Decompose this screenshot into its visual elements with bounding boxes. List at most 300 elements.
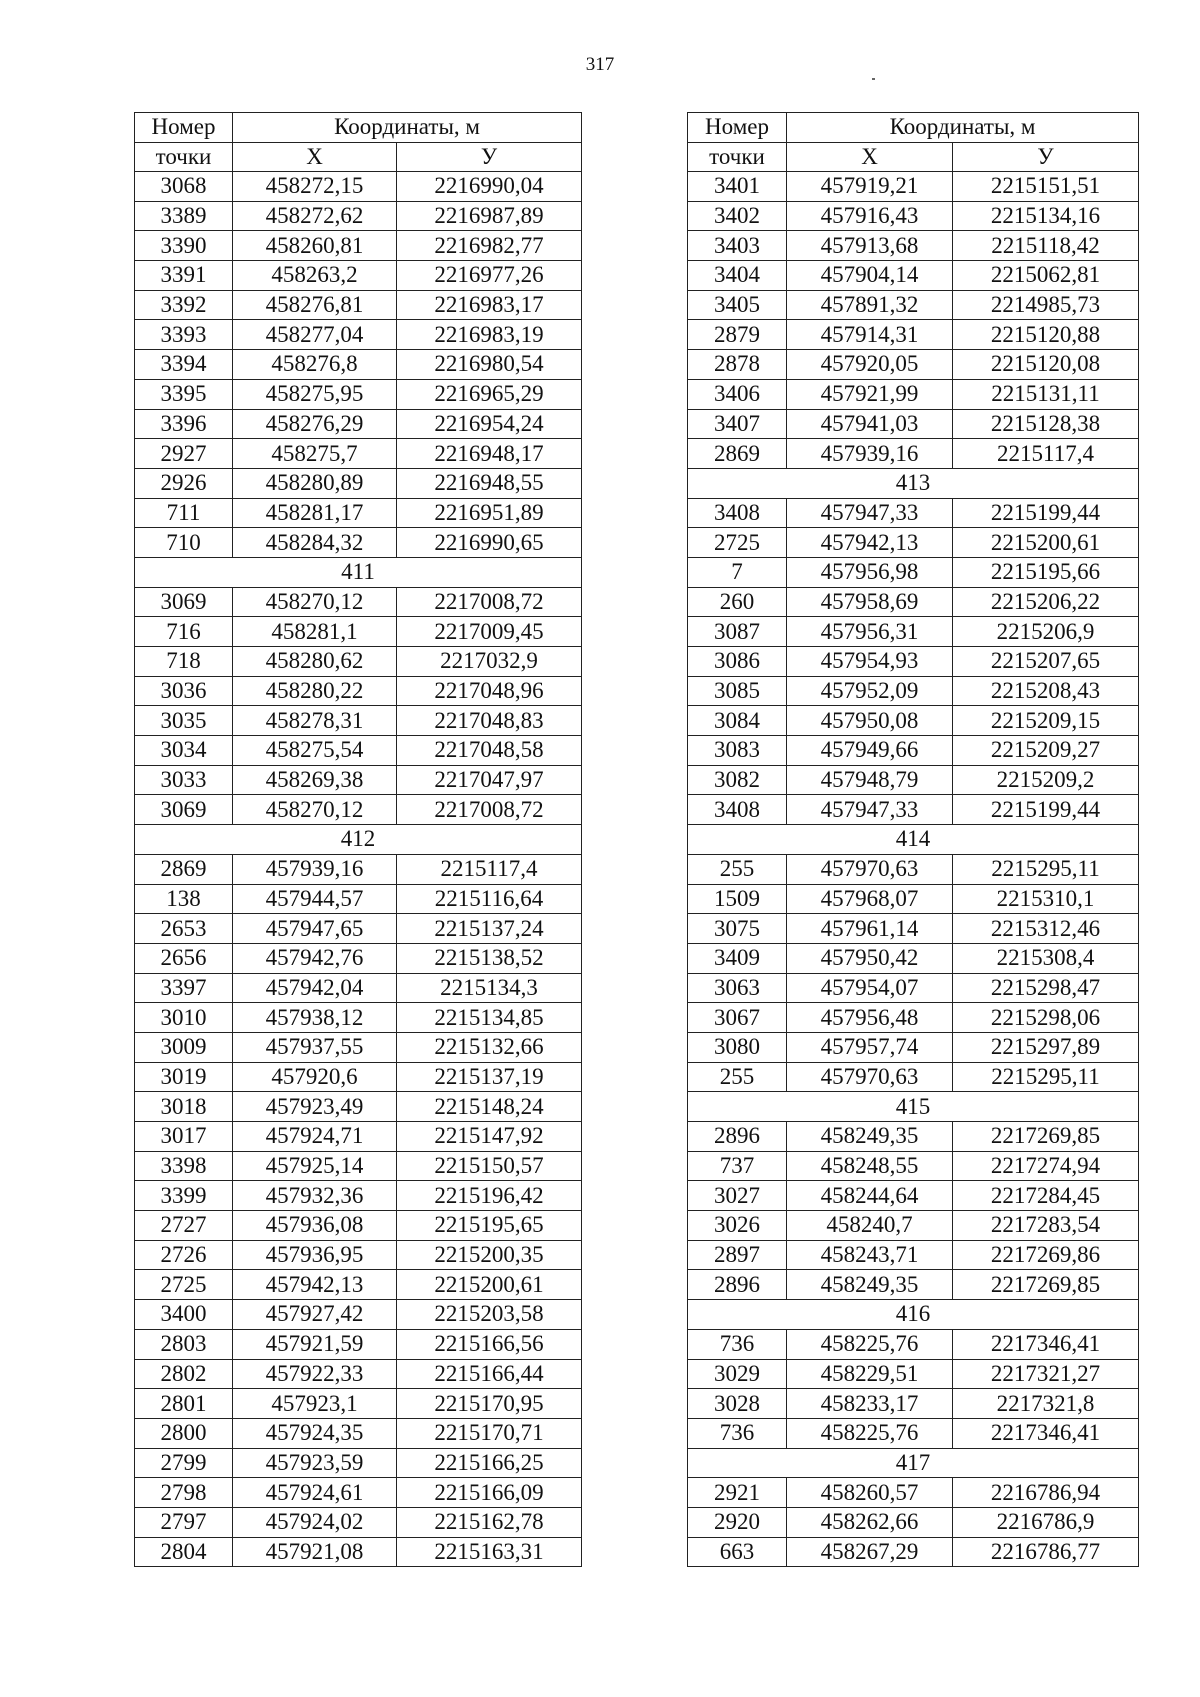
y-coordinate-cell: 2217346,41 <box>953 1329 1139 1359</box>
section-row <box>135 825 582 855</box>
y-column-header: У <box>397 142 582 172</box>
y-coordinate-cell: 2215150,57 <box>397 1151 582 1181</box>
y-coordinate-cell: 2216990,65 <box>397 528 582 558</box>
y-coordinate-cell: 2216954,24 <box>397 409 582 439</box>
x-coordinate-cell: 457924,71 <box>233 1122 397 1152</box>
point-number-cell: 3080 <box>688 1032 787 1062</box>
y-coordinate-cell: 2215134,85 <box>397 1003 582 1033</box>
y-coordinate-cell: 2216987,89 <box>397 201 582 231</box>
x-coordinate-cell: 457925,14 <box>233 1151 397 1181</box>
point-number-cell: 2926 <box>135 468 233 498</box>
y-coordinate-cell: 2216786,77 <box>953 1537 1139 1567</box>
table-row <box>135 1211 582 1241</box>
point-number-cell: 3401 <box>688 172 787 202</box>
coordinates-table-right <box>687 112 1139 1567</box>
y-coordinate-cell: 2215137,24 <box>397 914 582 944</box>
y-coordinate-cell: 2215195,65 <box>397 1211 582 1241</box>
section-row <box>688 1092 1139 1122</box>
section-number: 412 <box>135 825 582 855</box>
y-coordinate-cell: 2215200,61 <box>953 528 1139 558</box>
table-row <box>135 379 582 409</box>
table-row <box>688 647 1139 677</box>
table-row <box>135 1300 582 1330</box>
table-row <box>135 1507 582 1537</box>
table-row <box>688 854 1139 884</box>
point-number-cell: 3083 <box>688 736 787 766</box>
point-number-cell: 3399 <box>135 1181 233 1211</box>
y-coordinate-cell: 2215298,47 <box>953 973 1139 1003</box>
coordinates-header: Координаты, м <box>233 113 582 143</box>
y-coordinate-cell: 2217283,54 <box>953 1211 1139 1241</box>
x-coordinate-cell: 457919,21 <box>787 172 953 202</box>
x-coordinate-cell: 458270,12 <box>233 587 397 617</box>
point-number-cell: 2804 <box>135 1537 233 1567</box>
point-number-cell: 138 <box>135 884 233 914</box>
table-row <box>688 231 1139 261</box>
table-row <box>688 1270 1139 1300</box>
y-coordinate-cell: 2215298,06 <box>953 1003 1139 1033</box>
point-number-cell: 3408 <box>688 795 787 825</box>
table-row <box>135 409 582 439</box>
y-coordinate-cell: 2216990,04 <box>397 172 582 202</box>
x-coordinate-cell: 457936,08 <box>233 1211 397 1241</box>
table-row <box>688 290 1139 320</box>
point-number-cell: 2798 <box>135 1478 233 1508</box>
x-coordinate-cell: 457942,04 <box>233 973 397 1003</box>
table-row <box>688 1389 1139 1419</box>
x-coordinate-cell: 458275,7 <box>233 439 397 469</box>
x-coordinate-cell: 457923,49 <box>233 1092 397 1122</box>
x-coordinate-cell: 458243,71 <box>787 1240 953 1270</box>
point-number-cell: 3085 <box>688 676 787 706</box>
table-row <box>135 1003 582 1033</box>
table-row <box>135 1181 582 1211</box>
section-number: 416 <box>688 1300 1139 1330</box>
point-number-cell: 2897 <box>688 1240 787 1270</box>
table-row <box>135 1359 582 1389</box>
table-row <box>135 1418 582 1448</box>
point-number-cell: 2920 <box>688 1507 787 1537</box>
point-number-cell: 3400 <box>135 1300 233 1330</box>
table-row <box>688 1122 1139 1152</box>
y-coordinate-cell: 2216786,94 <box>953 1478 1139 1508</box>
y-coordinate-cell: 2215209,27 <box>953 736 1139 766</box>
point-number-cell: 1509 <box>688 884 787 914</box>
table-row <box>135 439 582 469</box>
point-number-cell: 2725 <box>135 1270 233 1300</box>
table-row <box>135 1389 582 1419</box>
section-number: 411 <box>135 557 582 587</box>
page-number: 317 <box>585 54 615 75</box>
point-number-cell: 3394 <box>135 350 233 380</box>
table-row <box>135 854 582 884</box>
table-row <box>688 557 1139 587</box>
table-row <box>688 1151 1139 1181</box>
point-number-cell: 3029 <box>688 1359 787 1389</box>
point-number-header: Номер <box>135 113 233 143</box>
x-coordinate-cell: 458281,1 <box>233 617 397 647</box>
point-number-cell: 718 <box>135 647 233 677</box>
point-number-cell: 3391 <box>135 261 233 291</box>
x-coordinate-cell: 457941,03 <box>787 409 953 439</box>
x-coordinate-cell: 458267,29 <box>787 1537 953 1567</box>
x-coordinate-cell: 457942,76 <box>233 943 397 973</box>
x-coordinate-cell: 458233,17 <box>787 1389 953 1419</box>
y-coordinate-cell: 2215295,11 <box>953 1062 1139 1092</box>
point-number-cell: 3036 <box>135 676 233 706</box>
y-coordinate-cell: 2217047,97 <box>397 765 582 795</box>
point-number-cell: 3396 <box>135 409 233 439</box>
point-number-cell: 2801 <box>135 1389 233 1419</box>
y-coordinate-cell: 2215308,4 <box>953 943 1139 973</box>
y-coordinate-cell: 2215209,15 <box>953 706 1139 736</box>
y-coordinate-cell: 2215117,4 <box>953 439 1139 469</box>
table-row <box>688 261 1139 291</box>
point-number-cell: 3063 <box>688 973 787 1003</box>
table-row <box>135 1329 582 1359</box>
y-coordinate-cell: 2217274,94 <box>953 1151 1139 1181</box>
point-number-cell: 2800 <box>135 1418 233 1448</box>
point-number-header-2: точки <box>135 142 233 172</box>
point-number-cell: 3084 <box>688 706 787 736</box>
table-row <box>688 1359 1139 1389</box>
table-row <box>688 706 1139 736</box>
point-number-cell: 3392 <box>135 290 233 320</box>
point-number-cell: 2879 <box>688 320 787 350</box>
table-body-right <box>688 172 1139 1567</box>
x-coordinate-cell: 457970,63 <box>787 1062 953 1092</box>
table-row <box>688 528 1139 558</box>
table-row <box>688 379 1139 409</box>
x-coordinate-cell: 457923,59 <box>233 1448 397 1478</box>
point-number-cell: 2921 <box>688 1478 787 1508</box>
point-number-cell: 2896 <box>688 1122 787 1152</box>
coordinates-header: Координаты, м <box>787 113 1139 143</box>
table-row <box>688 914 1139 944</box>
x-coordinate-cell: 457921,08 <box>233 1537 397 1567</box>
x-coordinate-cell: 457970,63 <box>787 854 953 884</box>
section-number: 414 <box>688 825 1139 855</box>
x-coordinate-cell: 457924,61 <box>233 1478 397 1508</box>
point-number-cell: 3082 <box>688 765 787 795</box>
y-coordinate-cell: 2216965,29 <box>397 379 582 409</box>
y-coordinate-cell: 2217321,27 <box>953 1359 1139 1389</box>
table-row <box>135 943 582 973</box>
y-coordinate-cell: 2215138,52 <box>397 943 582 973</box>
table-row <box>688 1418 1139 1448</box>
point-number-cell: 2653 <box>135 914 233 944</box>
table-row <box>135 201 582 231</box>
point-number-cell: 3069 <box>135 587 233 617</box>
section-number: 415 <box>688 1092 1139 1122</box>
y-coordinate-cell: 2215117,4 <box>397 854 582 884</box>
table-row <box>135 973 582 1003</box>
y-coordinate-cell: 2216980,54 <box>397 350 582 380</box>
x-coordinate-cell: 457949,66 <box>787 736 953 766</box>
x-coordinate-cell: 458276,8 <box>233 350 397 380</box>
section-number: 417 <box>688 1448 1139 1478</box>
point-number-cell: 3407 <box>688 409 787 439</box>
point-number-cell: 737 <box>688 1151 787 1181</box>
table-row <box>688 1240 1139 1270</box>
y-coordinate-cell: 2217269,86 <box>953 1240 1139 1270</box>
table-row <box>688 1032 1139 1062</box>
y-coordinate-cell: 2215196,42 <box>397 1181 582 1211</box>
x-coordinate-cell: 457916,43 <box>787 201 953 231</box>
y-coordinate-cell: 2217346,41 <box>953 1418 1139 1448</box>
y-coordinate-cell: 2215209,2 <box>953 765 1139 795</box>
table-row <box>135 884 582 914</box>
y-coordinate-cell: 2215203,58 <box>397 1300 582 1330</box>
y-coordinate-cell: 2215137,19 <box>397 1062 582 1092</box>
table-row <box>135 617 582 647</box>
table-row <box>688 617 1139 647</box>
table-row <box>688 587 1139 617</box>
x-coordinate-cell: 458248,55 <box>787 1151 953 1181</box>
section-row <box>688 825 1139 855</box>
point-number-cell: 710 <box>135 528 233 558</box>
point-number-cell: 2927 <box>135 439 233 469</box>
point-number-cell: 3075 <box>688 914 787 944</box>
x-coordinate-cell: 458280,62 <box>233 647 397 677</box>
x-coordinate-cell: 457947,33 <box>787 795 953 825</box>
point-number-cell: 3028 <box>688 1389 787 1419</box>
point-number-cell: 3035 <box>135 706 233 736</box>
y-coordinate-cell: 2215118,42 <box>953 231 1139 261</box>
table-row <box>135 172 582 202</box>
x-column-header: Х <box>233 142 397 172</box>
point-number-cell: 3393 <box>135 320 233 350</box>
x-coordinate-cell: 458272,62 <box>233 201 397 231</box>
x-coordinate-cell: 457956,48 <box>787 1003 953 1033</box>
point-number-cell: 711 <box>135 498 233 528</box>
x-coordinate-cell: 457952,09 <box>787 676 953 706</box>
y-coordinate-cell: 2216786,9 <box>953 1507 1139 1537</box>
y-coordinate-cell: 2217269,85 <box>953 1122 1139 1152</box>
table-row <box>688 1537 1139 1567</box>
table-row <box>135 1478 582 1508</box>
point-number-cell: 2797 <box>135 1507 233 1537</box>
y-coordinate-cell: 2215170,71 <box>397 1418 582 1448</box>
y-coordinate-cell: 2215148,24 <box>397 1092 582 1122</box>
x-coordinate-cell: 457923,1 <box>233 1389 397 1419</box>
y-coordinate-cell: 2215170,95 <box>397 1389 582 1419</box>
x-coordinate-cell: 458262,66 <box>787 1507 953 1537</box>
y-coordinate-cell: 2215199,44 <box>953 795 1139 825</box>
table-row <box>688 350 1139 380</box>
table-row <box>135 261 582 291</box>
y-coordinate-cell: 2215120,08 <box>953 350 1139 380</box>
x-coordinate-cell: 457921,99 <box>787 379 953 409</box>
table-row <box>135 1032 582 1062</box>
point-number-cell: 3009 <box>135 1032 233 1062</box>
y-coordinate-cell: 2215195,66 <box>953 557 1139 587</box>
y-coordinate-cell: 2216983,19 <box>397 320 582 350</box>
section-row <box>135 557 582 587</box>
y-coordinate-cell: 2217008,72 <box>397 587 582 617</box>
y-coordinate-cell: 2215297,89 <box>953 1032 1139 1062</box>
x-coordinate-cell: 458280,89 <box>233 468 397 498</box>
x-coordinate-cell: 457954,07 <box>787 973 953 1003</box>
x-coordinate-cell: 458275,54 <box>233 736 397 766</box>
point-number-cell: 3397 <box>135 973 233 1003</box>
point-number-cell: 2869 <box>135 854 233 884</box>
x-coordinate-cell: 457932,36 <box>233 1181 397 1211</box>
y-coordinate-cell: 2217048,83 <box>397 706 582 736</box>
y-coordinate-cell: 2215200,35 <box>397 1240 582 1270</box>
y-coordinate-cell: 2215151,51 <box>953 172 1139 202</box>
section-row <box>688 468 1139 498</box>
y-coordinate-cell: 2215128,38 <box>953 409 1139 439</box>
table-row <box>135 587 582 617</box>
table-row <box>688 1478 1139 1508</box>
x-column-header: Х <box>787 142 953 172</box>
point-number-cell: 3027 <box>688 1181 787 1211</box>
y-coordinate-cell: 2215207,65 <box>953 647 1139 677</box>
table-row <box>688 409 1139 439</box>
y-coordinate-cell: 2215199,44 <box>953 498 1139 528</box>
table-row <box>688 943 1139 973</box>
x-coordinate-cell: 458276,81 <box>233 290 397 320</box>
table-row <box>688 201 1139 231</box>
table-row <box>688 1507 1139 1537</box>
y-coordinate-cell: 2215120,88 <box>953 320 1139 350</box>
x-coordinate-cell: 458260,57 <box>787 1478 953 1508</box>
point-number-cell: 736 <box>688 1418 787 1448</box>
x-coordinate-cell: 457956,98 <box>787 557 953 587</box>
point-number-cell: 3034 <box>135 736 233 766</box>
y-coordinate-cell: 2215206,22 <box>953 587 1139 617</box>
y-coordinate-cell: 2215310,1 <box>953 884 1139 914</box>
point-number-cell: 3068 <box>135 172 233 202</box>
point-number-header-2: точки <box>688 142 787 172</box>
x-coordinate-cell: 457947,33 <box>787 498 953 528</box>
x-coordinate-cell: 457939,16 <box>233 854 397 884</box>
table-row <box>135 528 582 558</box>
x-coordinate-cell: 457950,42 <box>787 943 953 973</box>
table-row <box>135 706 582 736</box>
x-coordinate-cell: 457948,79 <box>787 765 953 795</box>
y-coordinate-cell: 2217008,72 <box>397 795 582 825</box>
y-coordinate-cell: 2215134,3 <box>397 973 582 1003</box>
coordinates-table-left <box>134 112 582 1567</box>
table-row <box>688 439 1139 469</box>
x-coordinate-cell: 457936,95 <box>233 1240 397 1270</box>
y-coordinate-cell: 2216977,26 <box>397 261 582 291</box>
x-coordinate-cell: 457927,42 <box>233 1300 397 1330</box>
y-coordinate-cell: 2216948,55 <box>397 468 582 498</box>
y-coordinate-cell: 2215062,81 <box>953 261 1139 291</box>
y-coordinate-cell: 2217009,45 <box>397 617 582 647</box>
table-row <box>135 1240 582 1270</box>
point-number-cell: 3010 <box>135 1003 233 1033</box>
y-coordinate-cell: 2215166,56 <box>397 1329 582 1359</box>
table-row <box>135 1151 582 1181</box>
table-row <box>135 231 582 261</box>
y-coordinate-cell: 2215131,11 <box>953 379 1139 409</box>
point-number-cell: 3406 <box>688 379 787 409</box>
point-number-cell: 3087 <box>688 617 787 647</box>
x-coordinate-cell: 458277,04 <box>233 320 397 350</box>
table-row <box>135 736 582 766</box>
table-row <box>688 1211 1139 1241</box>
table-row <box>688 795 1139 825</box>
y-coordinate-cell: 2217284,45 <box>953 1181 1139 1211</box>
x-coordinate-cell: 458284,32 <box>233 528 397 558</box>
y-coordinate-cell: 2215132,66 <box>397 1032 582 1062</box>
point-number-cell: 3019 <box>135 1062 233 1092</box>
scan-speck <box>872 78 875 80</box>
y-coordinate-cell: 2217032,9 <box>397 647 582 677</box>
x-coordinate-cell: 457942,13 <box>787 528 953 558</box>
point-number-cell: 3067 <box>688 1003 787 1033</box>
point-number-cell: 2803 <box>135 1329 233 1359</box>
y-coordinate-cell: 2215162,78 <box>397 1507 582 1537</box>
point-number-cell: 3405 <box>688 290 787 320</box>
table-row <box>135 1537 582 1567</box>
y-coordinate-cell: 2215166,09 <box>397 1478 582 1508</box>
y-coordinate-cell: 2216951,89 <box>397 498 582 528</box>
point-number-cell: 2869 <box>688 439 787 469</box>
table-row <box>135 350 582 380</box>
y-coordinate-cell: 2214985,73 <box>953 290 1139 320</box>
x-coordinate-cell: 458225,76 <box>787 1329 953 1359</box>
table-row <box>135 468 582 498</box>
table-row <box>688 320 1139 350</box>
point-number-cell: 3409 <box>688 943 787 973</box>
point-number-cell: 3026 <box>688 1211 787 1241</box>
x-coordinate-cell: 458270,12 <box>233 795 397 825</box>
x-coordinate-cell: 457921,59 <box>233 1329 397 1359</box>
y-coordinate-cell: 2216948,17 <box>397 439 582 469</box>
y-coordinate-cell: 2216983,17 <box>397 290 582 320</box>
x-coordinate-cell: 458269,38 <box>233 765 397 795</box>
table-row <box>688 1003 1139 1033</box>
x-coordinate-cell: 457913,68 <box>787 231 953 261</box>
table-row <box>135 1062 582 1092</box>
table-row <box>135 290 582 320</box>
table-body-left <box>135 172 582 1567</box>
x-coordinate-cell: 458249,35 <box>787 1122 953 1152</box>
point-number-cell: 716 <box>135 617 233 647</box>
x-coordinate-cell: 457939,16 <box>787 439 953 469</box>
x-coordinate-cell: 458278,31 <box>233 706 397 736</box>
x-coordinate-cell: 458276,29 <box>233 409 397 439</box>
table-row <box>135 1092 582 1122</box>
table-row <box>135 795 582 825</box>
x-coordinate-cell: 457947,65 <box>233 914 397 944</box>
y-coordinate-cell: 2217269,85 <box>953 1270 1139 1300</box>
y-coordinate-cell: 2215134,16 <box>953 201 1139 231</box>
table-row <box>135 765 582 795</box>
table-row <box>135 676 582 706</box>
x-coordinate-cell: 457942,13 <box>233 1270 397 1300</box>
table-row <box>688 172 1139 202</box>
point-number-header: Номер <box>688 113 787 143</box>
x-coordinate-cell: 458240,7 <box>787 1211 953 1241</box>
y-coordinate-cell: 2215116,64 <box>397 884 582 914</box>
table-row <box>688 736 1139 766</box>
x-coordinate-cell: 458281,17 <box>233 498 397 528</box>
table-row <box>688 676 1139 706</box>
point-number-cell: 3390 <box>135 231 233 261</box>
point-number-cell: 3404 <box>688 261 787 291</box>
point-number-cell: 3402 <box>688 201 787 231</box>
section-row <box>688 1448 1139 1478</box>
y-coordinate-cell: 2215147,92 <box>397 1122 582 1152</box>
point-number-cell: 2878 <box>688 350 787 380</box>
x-coordinate-cell: 457954,93 <box>787 647 953 677</box>
